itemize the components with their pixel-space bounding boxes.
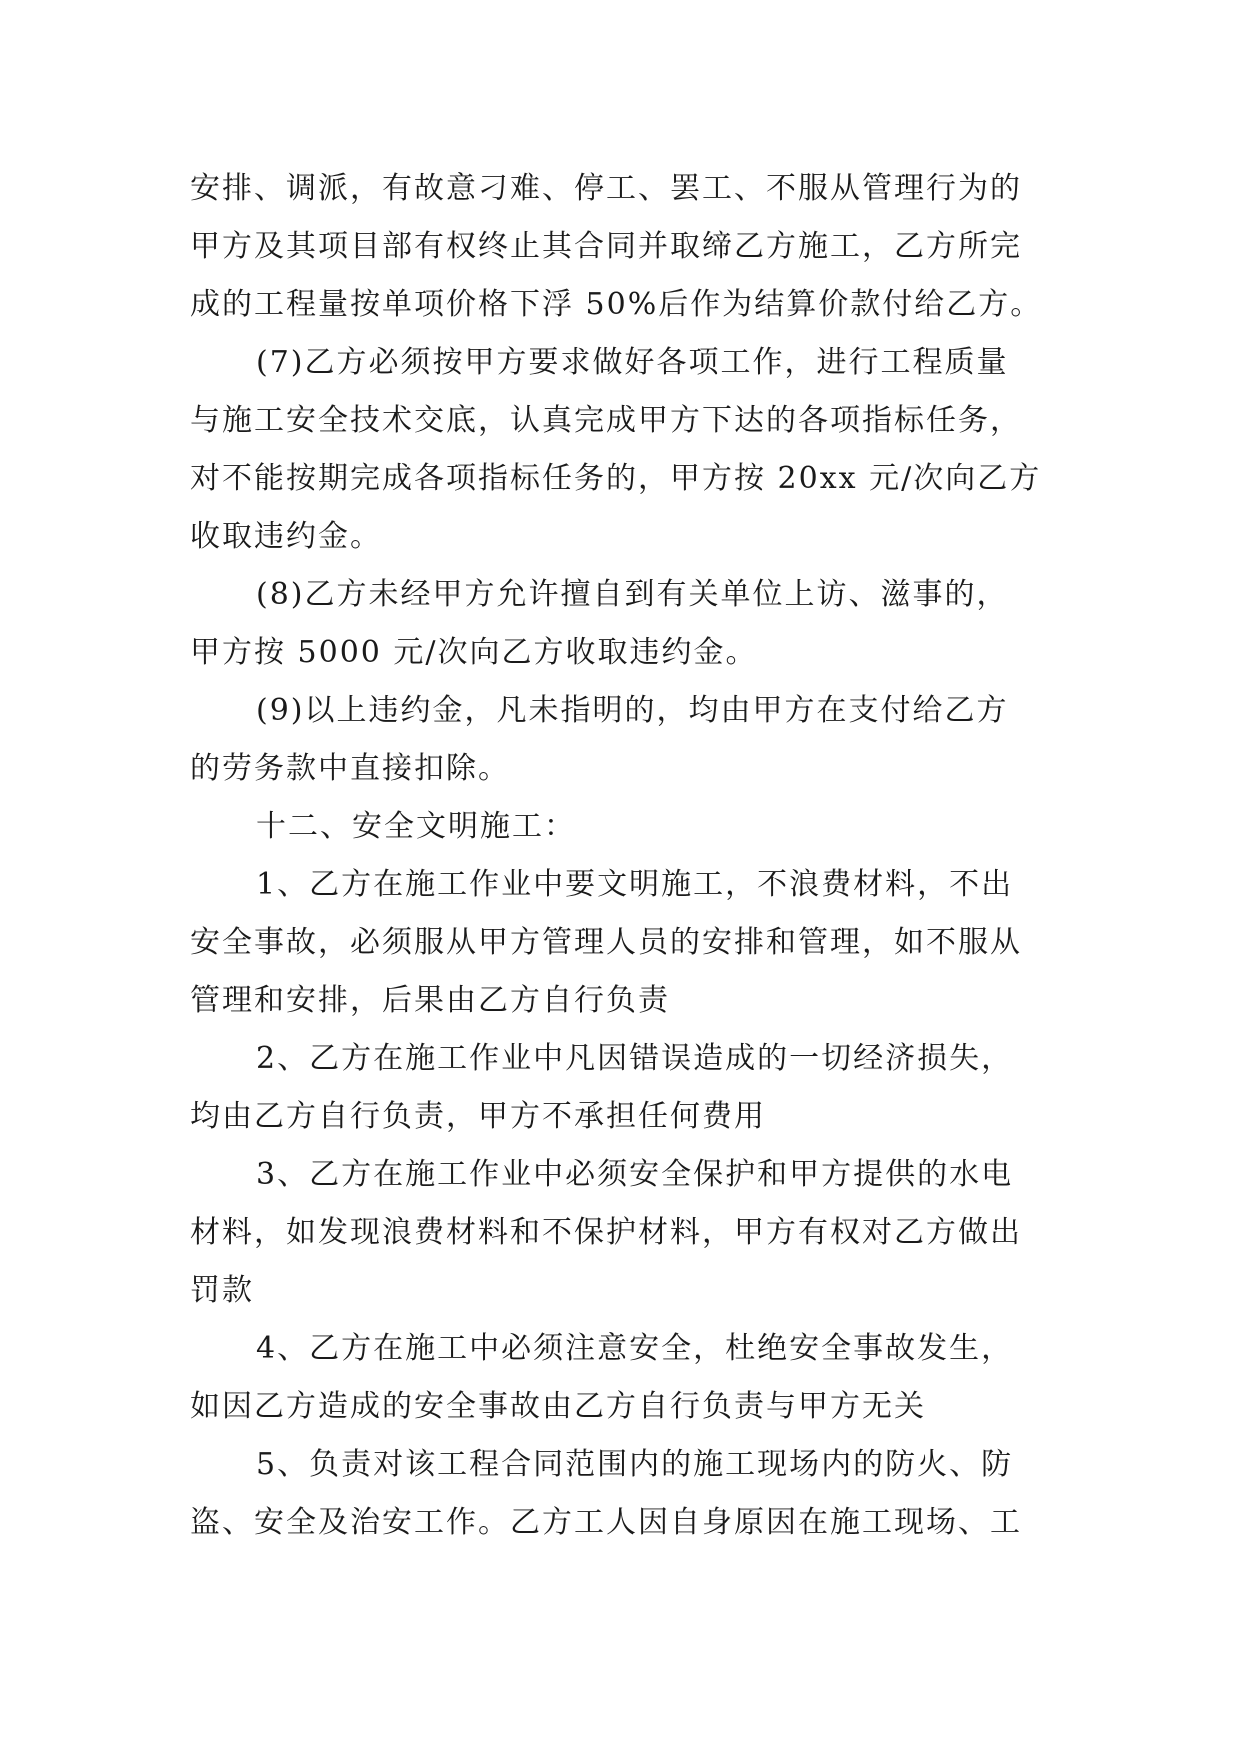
paragraph [190, 1436, 1060, 1552]
text-line: 罚款 [190, 1273, 254, 1308]
text-line: 与施工安全技术交底，认真完成甲方下达的各项指标任务， [190, 403, 1022, 438]
text-line: 十二、安全文明施工： [256, 809, 576, 844]
paragraph [190, 1320, 1060, 1436]
paragraph [190, 682, 1060, 798]
text-line: 甲方按 5000 元/次向乙方收取违约金。 [190, 635, 758, 670]
text-line: 对不能按期完成各项指标任务的，甲方按 20xx 元/次向乙方 [190, 461, 1042, 496]
text-line: (9)以上违约金，凡未指明的，均由甲方在支付给乙方 [256, 693, 1009, 728]
text-line: 安全事故，必须服从甲方管理人员的安排和管理，如不服从 [190, 925, 1022, 960]
text-line: 3、乙方在施工作业中必须安全保护和甲方提供的水电 [256, 1157, 1014, 1192]
text-line: 甲方及其项目部有权终止其合同并取缔乙方施工，乙方所完 [190, 229, 1022, 264]
text-line: 收取违约金。 [190, 519, 382, 554]
text-line: 如因乙方造成的安全事故由乙方自行负责与甲方无关 [190, 1389, 926, 1424]
text-line: 均由乙方自行负责，甲方不承担任何费用 [190, 1099, 766, 1134]
paragraph [190, 566, 1060, 682]
text-line: 1、乙方在施工作业中要文明施工，不浪费材料，不出 [256, 867, 1014, 902]
text-line: (7)乙方必须按甲方要求做好各项工作，进行工程质量 [256, 345, 1009, 380]
text-line: (8)乙方未经甲方允许擅自到有关单位上访、滋事的， [256, 577, 1009, 612]
paragraph [190, 1030, 1060, 1146]
text-line: 4、乙方在施工中必须注意安全，杜绝安全事故发生， [256, 1331, 1014, 1366]
text-line: 成的工程量按单项价格下浮 50%后作为结算价款付给乙方。 [190, 287, 1043, 322]
text-line: 2、乙方在施工作业中凡因错误造成的一切经济损失， [256, 1041, 1014, 1076]
text-line: 盗、安全及治安工作。乙方工人因自身原因在施工现场、工 [190, 1505, 1022, 1540]
paragraph [190, 334, 1060, 566]
document-body [190, 160, 1060, 1552]
text-line: 管理和安排，后果由乙方自行负责 [190, 983, 670, 1018]
text-line: 的劳务款中直接扣除。 [190, 751, 510, 786]
text-line: 5、负责对该工程合同范围内的施工现场内的防火、防 [256, 1447, 1014, 1482]
text-line: 材料，如发现浪费材料和不保护材料，甲方有权对乙方做出 [190, 1215, 1022, 1250]
paragraph [190, 1146, 1060, 1320]
section-heading [190, 798, 1060, 856]
text-line: 安排、调派，有故意刁难、停工、罢工、不服从管理行为的 [190, 171, 1022, 206]
paragraph [190, 160, 1060, 334]
paragraph [190, 856, 1060, 1030]
